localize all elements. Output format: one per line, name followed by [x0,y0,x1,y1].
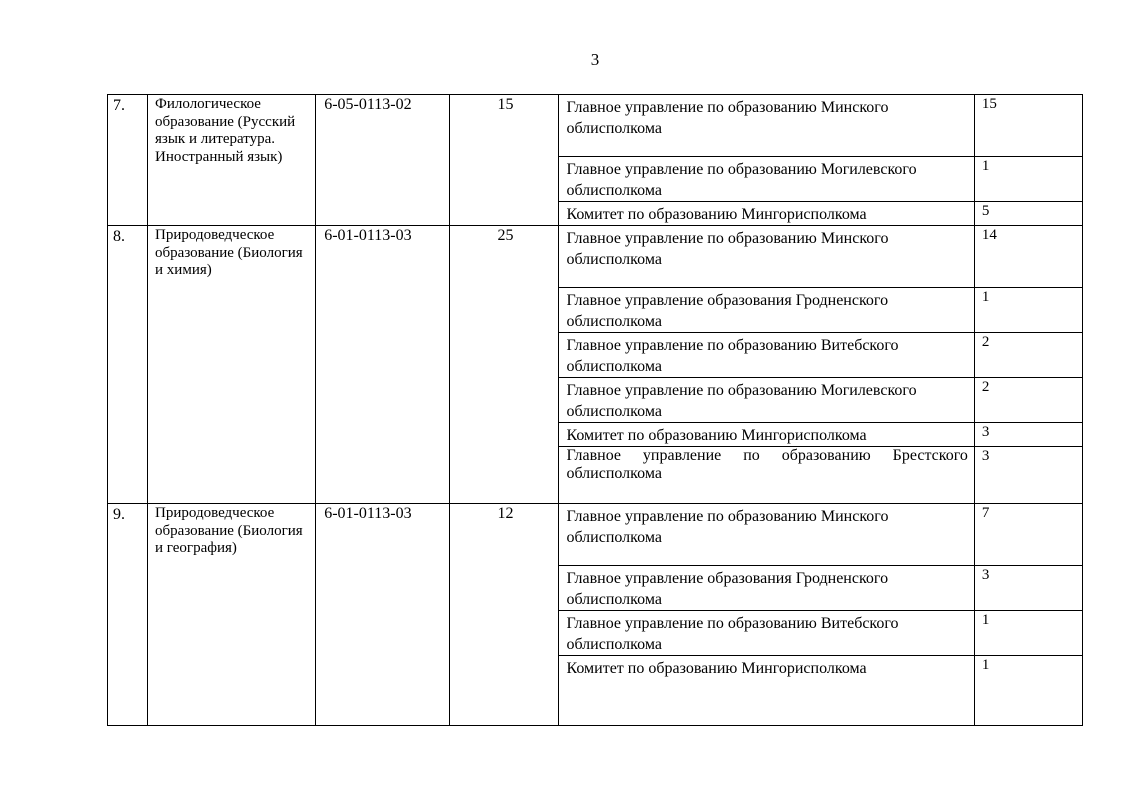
distribution-table [107,94,1083,726]
row-number-cell [108,95,148,226]
quantity-cell [974,656,1082,726]
organization-cell [559,504,974,566]
total-cell [450,226,559,504]
quantity-cell [974,447,1082,504]
specialty-name: Филологическое образование (Русский язык и литература. Иностранный язык) [155,96,296,165]
specialty-name: Природоведческое образование (Биология и география) [155,505,303,556]
quantity-cell [974,333,1082,378]
quantity-cell [974,566,1082,611]
organization-name: Главное управление по образованию Минского облисполкома [566,99,889,137]
page-number: 3 [590,50,600,69]
row-number-cell [108,226,148,504]
code-cell [316,226,450,504]
total-quantity: 12 [497,505,514,522]
quantity-cell [974,504,1082,566]
specialty-code: 6-01-0113-03 [324,505,412,522]
organization-cell [559,288,974,333]
specialty-cell [148,504,316,726]
organization-quantity: 2 [981,379,990,395]
code-cell [316,504,450,726]
organization-name: Комитет по образованию Мингорисполкома [566,660,867,677]
organization-name: Главное управление по образованию Минского облисполкома [566,230,889,268]
organization-cell [559,333,974,378]
organization-name: Комитет по образованию Мингорисполкома [566,427,867,444]
organization-cell [559,157,974,202]
row-number: 7. [113,97,125,114]
organization-quantity: 3 [981,567,990,583]
organization-quantity: 3 [981,448,990,464]
quantity-cell [974,226,1082,288]
organization-quantity: 1 [981,289,990,305]
organization-cell [559,95,974,157]
quantity-cell [974,611,1082,656]
organization-quantity: 7 [981,505,990,521]
organization-name: Главное управление по образованию Могилевского облисполкома [566,382,917,420]
organization-cell [559,447,974,504]
total-quantity: 15 [497,96,514,113]
organization-cell [559,378,974,423]
quantity-cell [974,288,1082,333]
organization-name: Главное управление по образованию Витебского облисполкома [566,615,899,653]
specialty-code: 6-05-0113-02 [324,96,412,113]
organization-cell [559,656,974,726]
organization-quantity: 2 [981,334,990,350]
table-row [108,95,1083,157]
organization-name: Комитет по образованию Мингорисполкома [566,206,867,223]
organization-cell [559,423,974,447]
quantity-cell [974,157,1082,202]
organization-quantity: 3 [981,424,990,440]
organization-quantity: 15 [981,96,997,112]
organization-cell [559,226,974,288]
organization-quantity: 1 [981,612,990,628]
specialty-cell [148,95,316,226]
code-cell [316,95,450,226]
row-number: 9. [113,506,125,523]
organization-quantity: 14 [981,227,997,243]
specialty-cell [148,226,316,504]
organization-name: Главное управление по образованию Витебского облисполкома [566,337,899,375]
organization-cell [559,202,974,226]
organization-name: Главное управление образования Гродненского облисполкома [566,292,889,330]
total-cell [450,95,559,226]
table-row [108,226,1083,288]
specialty-code: 6-01-0113-03 [324,227,412,244]
organization-quantity: 1 [981,657,990,673]
organization-name: Главное управление по образованию Могилевского облисполкома [566,161,917,199]
organization-quantity: 5 [981,203,990,219]
quantity-cell [974,378,1082,423]
quantity-cell [974,202,1082,226]
row-number-cell [108,504,148,726]
quantity-cell [974,95,1082,157]
table-row [108,504,1083,566]
organization-name: Главное управление образования Гродненского облисполкома [566,570,889,608]
organization-name: Главное управление по образованию Минского облисполкома [566,508,889,546]
organization-name: Главное управление по образованию Брестского облисполкома [566,447,968,482]
total-cell [450,504,559,726]
quantity-cell [974,423,1082,447]
organization-quantity: 1 [981,158,990,174]
organization-cell [559,611,974,656]
total-quantity: 25 [497,227,514,244]
organization-cell [559,566,974,611]
specialty-name: Природоведческое образование (Биология и химия) [155,227,303,278]
row-number: 8. [113,228,125,245]
